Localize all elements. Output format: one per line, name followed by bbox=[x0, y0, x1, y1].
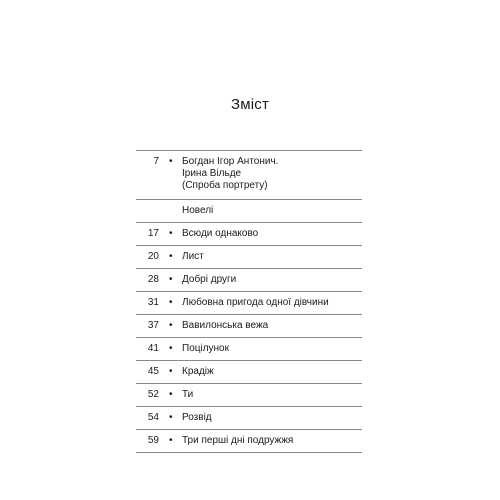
toc-entry-title: Крадіж bbox=[182, 366, 214, 377]
toc-row bbox=[136, 383, 362, 406]
toc-page-number: 20 bbox=[147, 251, 159, 262]
toc-bullet: • bbox=[169, 251, 173, 262]
toc-page-number: 54 bbox=[147, 412, 159, 423]
toc-page-number: 17 bbox=[147, 228, 159, 239]
toc-entry-title: Розвід bbox=[182, 412, 212, 423]
toc-bullet: • bbox=[169, 228, 173, 239]
toc-row bbox=[136, 199, 362, 222]
toc-page-number: 45 bbox=[147, 366, 159, 377]
page-title: Зміст bbox=[230, 96, 270, 113]
toc-bullet: • bbox=[169, 320, 173, 331]
toc-bullet: • bbox=[169, 274, 173, 285]
toc-bullet: • bbox=[169, 297, 173, 308]
toc-entry-title: Добрі други bbox=[182, 274, 237, 285]
toc-row bbox=[136, 337, 362, 360]
toc-entry-title: Вавилонська вежа bbox=[182, 320, 269, 331]
toc-entry-title: Поцілунок bbox=[182, 343, 229, 354]
toc-entry-title: Любовна пригода одної дівчини bbox=[182, 297, 329, 308]
toc-bullet: • bbox=[169, 343, 173, 354]
toc-row bbox=[136, 222, 362, 245]
toc-row bbox=[136, 245, 362, 268]
toc-entry-title: Ти bbox=[182, 389, 194, 400]
toc-row bbox=[136, 291, 362, 314]
toc-bullet: • bbox=[169, 156, 173, 167]
toc-page-number: 37 bbox=[147, 320, 159, 331]
toc-entry-title: Всюди однаково bbox=[182, 228, 259, 239]
toc-entry-title: Лист bbox=[182, 251, 204, 262]
toc-row bbox=[136, 150, 362, 199]
toc-entry-title: Богдан Ігор Антонич. Ірина Вільде (Спроба портрету) bbox=[182, 156, 279, 191]
toc-bullet: • bbox=[169, 435, 173, 446]
toc-page-number: 7 bbox=[153, 156, 159, 167]
toc-bullet: • bbox=[169, 389, 173, 400]
toc-row bbox=[136, 268, 362, 291]
toc-section-title: Новелі bbox=[182, 205, 214, 216]
toc-row bbox=[136, 406, 362, 429]
toc-page-number: 41 bbox=[147, 343, 159, 354]
toc-page-number: 59 bbox=[147, 435, 159, 446]
table-of-contents bbox=[136, 150, 362, 453]
toc-bullet: • bbox=[169, 366, 173, 377]
toc-entry-title: Три перші дні подружжя bbox=[182, 435, 294, 446]
toc-page-number: 28 bbox=[147, 274, 159, 285]
toc-row bbox=[136, 429, 362, 453]
toc-row bbox=[136, 314, 362, 337]
toc-page-number: 31 bbox=[147, 297, 159, 308]
toc-bullet: • bbox=[169, 412, 173, 423]
toc-page-number: 52 bbox=[147, 389, 159, 400]
toc-row bbox=[136, 360, 362, 383]
